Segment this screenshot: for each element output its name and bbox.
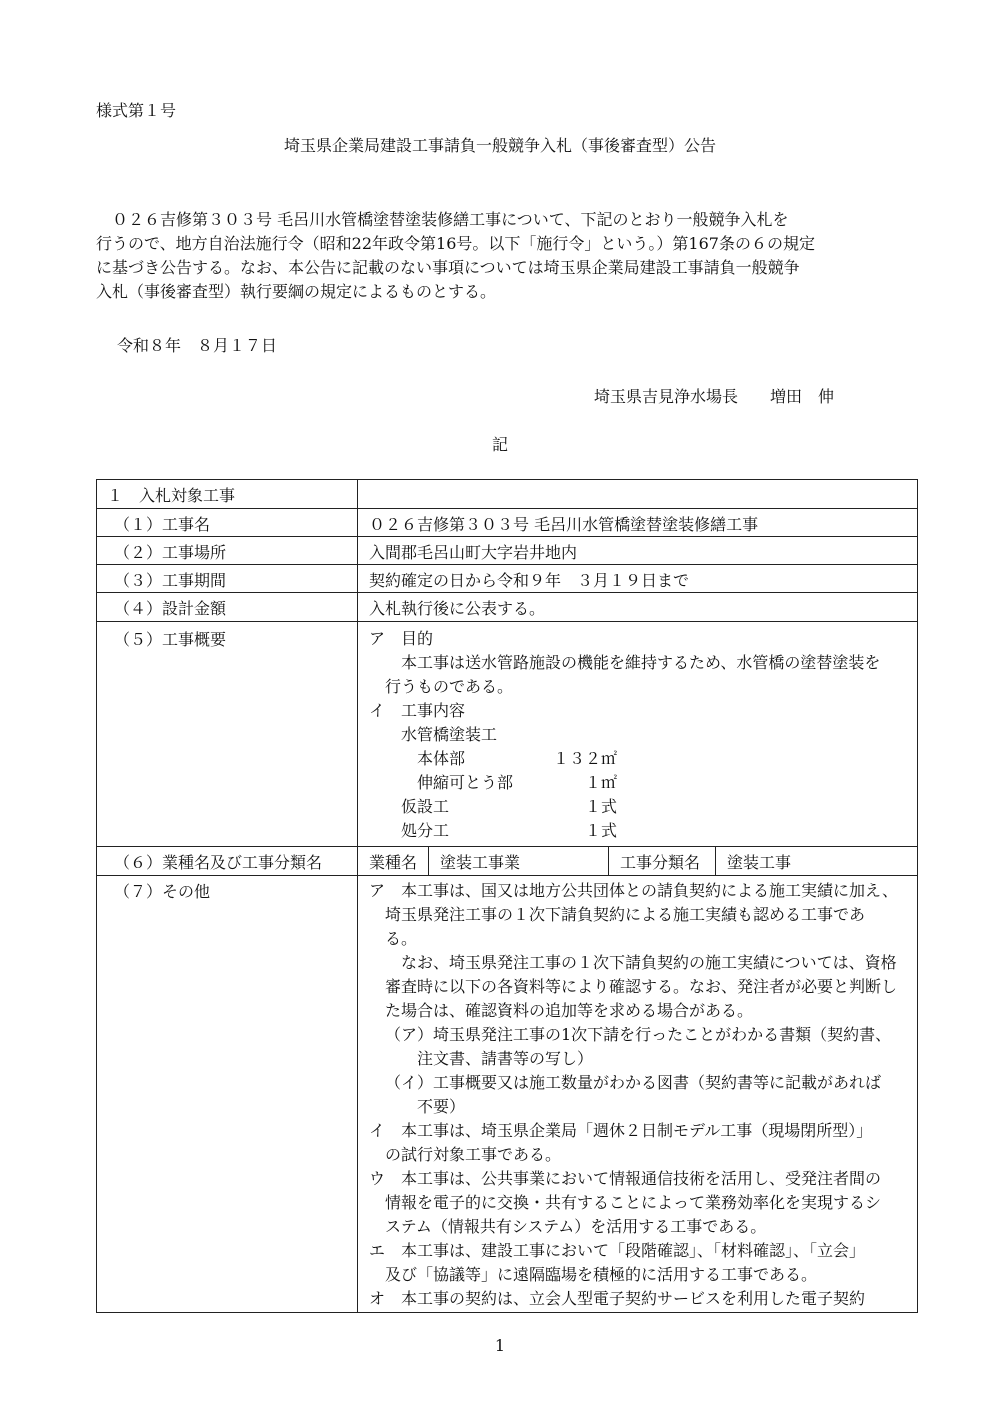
work-item-qty: １式 xyxy=(585,797,618,816)
row-label: （５）工事概要 xyxy=(114,630,227,649)
cell-divider xyxy=(428,847,429,875)
row-label: （４）設計金額 xyxy=(114,599,227,618)
cell-divider xyxy=(608,847,609,875)
work-item-name: 処分工 xyxy=(401,821,450,840)
overview-content xyxy=(369,627,880,843)
other-line: る。 xyxy=(385,929,418,948)
issuer-name: 埼玉県吉見浄水場長 増田 伸 xyxy=(594,387,835,406)
other-line: エ 本工事は、建設工事において「段階確認」、「材料確認」、「立会」 xyxy=(369,1241,866,1260)
industry-key: 業種名 xyxy=(369,853,418,872)
other-content xyxy=(369,879,898,1311)
row-label: （６）業種名及び工事分類名 xyxy=(114,853,323,872)
document-title: 埼玉県企業局建設工事請負一般競争入札（事後審査型）公告 xyxy=(283,136,716,155)
table-row-period xyxy=(97,565,917,593)
bid-info-table xyxy=(96,479,918,1313)
row-label: （３）工事期間 xyxy=(114,571,227,590)
category-value: 塗装工事 xyxy=(727,853,792,872)
industry-value: 塗装工事業 xyxy=(440,853,521,872)
other-line: ウ 本工事は、公共事業において情報通信技術を活用し、受発注者間の xyxy=(369,1169,882,1188)
overview-text: 本工事は送水管路施設の機能を維持するため、水管橋の塗替塗装を xyxy=(401,653,881,672)
row-value: 契約確定の日から令和９年 ３月１９日まで xyxy=(369,571,690,590)
row-value: 入札執行後に公表する。 xyxy=(369,599,546,618)
table-row-other xyxy=(97,876,917,1312)
section-heading: １ 入札対象工事 xyxy=(107,486,236,505)
row-label: （１）工事名 xyxy=(114,515,211,534)
other-line: なお、埼玉県発注工事の１次下請負契約の施工実績については、資格 xyxy=(401,953,897,972)
other-line: 審査時に以下の各資料等により確認する。なお、発注者が必要と判断し xyxy=(385,977,898,996)
work-item-qty: １㎡ xyxy=(585,773,618,792)
other-line: 及び「協議等」に遠隔臨場を積極的に活用する工事である。 xyxy=(385,1265,818,1284)
row-value: 入間郡毛呂山町大字岩井地内 xyxy=(369,543,578,562)
table-row-overview xyxy=(97,622,917,847)
work-group: 水管橋塗装工 xyxy=(401,725,498,744)
intro-line: 行うので、地方自治法施行令（昭和22年政令第16号。以下「施行令」という。）第167条の６の規定 xyxy=(96,234,815,253)
table-row-location xyxy=(97,537,917,565)
other-line: オ 本工事の契約は、立会人型電子契約サービスを利用した電子契約 xyxy=(369,1289,866,1308)
other-line: ステム（情報共有システム）を活用する工事である。 xyxy=(385,1217,767,1236)
overview-heading: ア 目的 xyxy=(369,629,434,648)
work-item xyxy=(369,771,880,795)
work-item-name: 仮設工 xyxy=(401,797,450,816)
overview-heading: イ 工事内容 xyxy=(369,701,466,720)
work-item-name: 本体部 xyxy=(417,749,466,768)
notice-date: 令和８年 ８月１７日 xyxy=(117,336,278,355)
row-label: （２）工事場所 xyxy=(114,543,227,562)
category-key: 工事分類名 xyxy=(620,853,701,872)
table-row-industry xyxy=(97,847,917,876)
other-line: 不要） xyxy=(417,1097,466,1116)
work-item-qty: １３２㎡ xyxy=(553,749,618,768)
row-label: （７）その他 xyxy=(114,882,211,901)
intro-line: に基づき公告する。なお、本公告に記載のない事項については埼玉県企業局建設工事請負一般競争 xyxy=(96,258,800,277)
other-line: （イ）工事概要又は施工数量がわかる図書（契約書等に記載があれば xyxy=(385,1073,882,1092)
work-item xyxy=(369,795,880,819)
work-item xyxy=(369,819,880,843)
ki-heading: 記 xyxy=(491,435,508,454)
other-line: 注文書、請書等の写し） xyxy=(417,1049,594,1068)
other-line: の試行対象工事である。 xyxy=(385,1145,562,1164)
table-row-design-amount xyxy=(97,593,917,622)
page-number: 1 xyxy=(494,1336,506,1355)
row-value: ０２６吉修第３０３号 毛呂川水管橋塗替塗装修繕工事 xyxy=(369,515,759,534)
other-line: ア 本工事は、国又は地方公共団体との請負契約による施工実績に加え、 xyxy=(369,881,898,900)
cell-divider xyxy=(715,847,716,875)
work-item-qty: １式 xyxy=(585,821,618,840)
work-item-name: 伸縮可とう部 xyxy=(417,773,514,792)
intro-paragraph xyxy=(96,208,918,304)
other-line: た場合は、確認資料の追加等を求める場合がある。 xyxy=(385,1001,754,1020)
table-row-section1 xyxy=(97,480,917,509)
intro-line: ０２６吉修第３０３号 毛呂川水管橋塗替塗装修繕工事について、下記のとおり一般競争入札を xyxy=(96,210,789,229)
other-line: （ア）埼玉県発注工事の1次下請を行ったことがわかる書類（契約書、 xyxy=(385,1025,892,1044)
form-number: 様式第１号 xyxy=(96,101,177,120)
work-item xyxy=(369,747,880,771)
overview-text: 行うものである。 xyxy=(385,677,514,696)
other-line: イ 本工事は、埼玉県企業局「週休２日制モデル工事（現場閉所型）」 xyxy=(369,1121,873,1140)
table-row-project-name xyxy=(97,509,917,537)
intro-line: 入札（事後審査型）執行要綱の規定によるものとする。 xyxy=(96,282,497,301)
other-line: 情報を電子的に交換・共有することによって業務効率化を実現するシ xyxy=(385,1193,882,1212)
other-line: 埼玉県発注工事の１次下請負契約による施工実績も認める工事であ xyxy=(385,905,866,924)
